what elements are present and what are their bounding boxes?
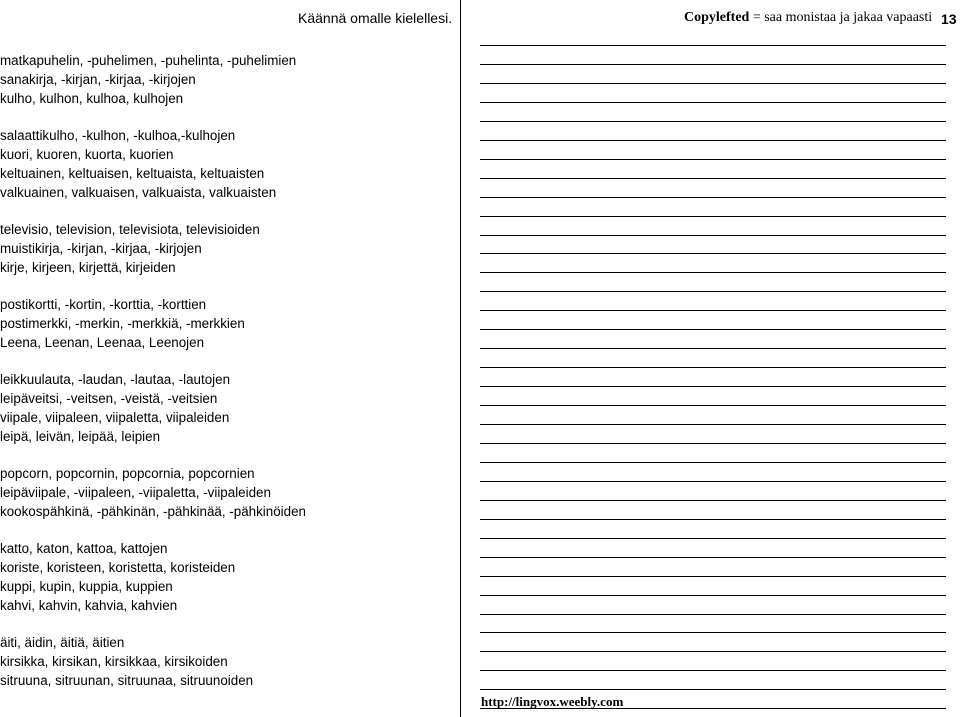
word-entry: valkuainen, valkuaisen, valkuaista, valkuaisten — [0, 185, 277, 200]
word-entry: televisio, television, televisiota, televisioiden — [0, 222, 260, 237]
writing-line[interactable] — [480, 689, 946, 690]
word-entry: popcorn, popcornin, popcornia, popcornien — [0, 466, 255, 481]
word-entry: kirje, kirjeen, kirjettä, kirjeiden — [0, 260, 176, 275]
column-divider — [460, 0, 461, 717]
word-entry: postikortti, -kortin, -korttia, -korttien — [0, 297, 207, 312]
page-number: 13 — [941, 11, 957, 27]
word-entry: Leena, Leenan, Leenaa, Leenojen — [0, 335, 205, 350]
writing-line[interactable] — [480, 310, 946, 311]
writing-line[interactable] — [480, 500, 946, 501]
writing-line[interactable] — [480, 557, 946, 558]
word-entry: postimerkki, -merkin, -merkkiä, -merkkien — [0, 316, 245, 331]
word-entry: kulho, kulhon, kulhoa, kulhojen — [0, 91, 184, 106]
writing-line[interactable] — [480, 235, 946, 236]
writing-lines — [480, 0, 946, 717]
word-entry: koriste, koristeen, koristetta, koristeiden — [0, 560, 236, 575]
word-group — [0, 464, 455, 521]
writing-line[interactable] — [480, 291, 946, 292]
writing-line[interactable] — [480, 159, 946, 160]
word-entry: kirsikka, kirsikan, kirsikkaa, kirsikoiden — [0, 654, 228, 669]
word-entry: kuori, kuoren, kuorta, kuorien — [0, 147, 174, 162]
word-entry: leipäveitsi, -veitsen, -veistä, -veitsien — [0, 391, 218, 406]
word-group — [0, 220, 455, 277]
word-entry: keltuainen, keltuaisen, keltuaista, keltuaisten — [0, 166, 265, 181]
footer-url[interactable]: http://lingvox.weebly.com — [481, 694, 624, 709]
writing-line[interactable] — [480, 367, 946, 368]
instruction-text: Käännä omalle kielellesi. — [298, 10, 453, 26]
writing-line[interactable] — [480, 481, 946, 482]
writing-line[interactable] — [480, 424, 946, 425]
writing-line[interactable] — [480, 576, 946, 577]
writing-line[interactable] — [480, 519, 946, 520]
word-entry: äiti, äidin, äitiä, äitien — [0, 635, 125, 650]
word-group — [0, 539, 455, 615]
writing-line[interactable] — [480, 253, 946, 254]
writing-line[interactable] — [480, 216, 946, 217]
word-group — [0, 295, 455, 352]
word-entry: salaattikulho, -kulhon, -kulhoa,-kulhojen — [0, 128, 236, 143]
writing-line[interactable] — [480, 83, 946, 84]
word-entry: leikkuulauta, -laudan, -lautaa, -lautojen — [0, 372, 231, 387]
copyleft-brand: Copylefted — [684, 10, 750, 25]
writing-line[interactable] — [480, 538, 946, 539]
writing-line[interactable] — [480, 45, 946, 46]
writing-line[interactable] — [480, 121, 946, 122]
writing-line[interactable] — [480, 595, 946, 596]
word-entry: matkapuhelin, -puhelimen, -puhelinta, -puhelimien — [0, 53, 297, 68]
copyleft-tagline: = saa monistaa ja jakaa vapaasti — [749, 10, 933, 25]
writing-line[interactable] — [480, 140, 946, 141]
word-group — [0, 370, 455, 446]
writing-line[interactable] — [480, 272, 946, 273]
writing-line[interactable] — [480, 405, 946, 406]
writing-line[interactable] — [480, 348, 946, 349]
word-group — [0, 633, 455, 690]
word-entry: katto, katon, kattoa, kattojen — [0, 541, 168, 556]
word-entry: sitruuna, sitruunan, sitruunaa, sitruunoiden — [0, 673, 254, 688]
writing-line[interactable] — [480, 670, 946, 671]
writing-line[interactable] — [480, 651, 946, 652]
writing-line[interactable] — [480, 462, 946, 463]
word-entry: leipä, leivän, leipää, leipien — [0, 429, 161, 444]
writing-line[interactable] — [480, 197, 946, 198]
word-entry: muistikirja, -kirjan, -kirjaa, -kirjojen — [0, 241, 202, 256]
word-entry: sanakirja, -kirjan, -kirjaa, -kirjojen — [0, 72, 196, 87]
word-list — [0, 51, 455, 708]
writing-line[interactable] — [480, 329, 946, 330]
writing-line[interactable] — [480, 632, 946, 633]
writing-line[interactable] — [480, 614, 946, 615]
writing-line[interactable] — [480, 443, 946, 444]
writing-line[interactable] — [480, 178, 946, 179]
writing-line[interactable] — [480, 102, 946, 103]
word-entry: viipale, viipaleen, viipaletta, viipaleiden — [0, 410, 230, 425]
word-entry: leipäviipale, -viipaleen, -viipaletta, -viipaleiden — [0, 485, 271, 500]
word-entry: kookospähkinä, -pähkinän, -pähkinää, -pähkinöiden — [0, 504, 306, 519]
writing-line[interactable] — [480, 386, 946, 387]
word-entry: kuppi, kupin, kuppia, kuppien — [0, 579, 173, 594]
writing-line[interactable] — [480, 64, 946, 65]
word-group — [0, 126, 455, 202]
word-entry: kahvi, kahvin, kahvia, kahvien — [0, 598, 178, 613]
word-group — [0, 51, 455, 108]
